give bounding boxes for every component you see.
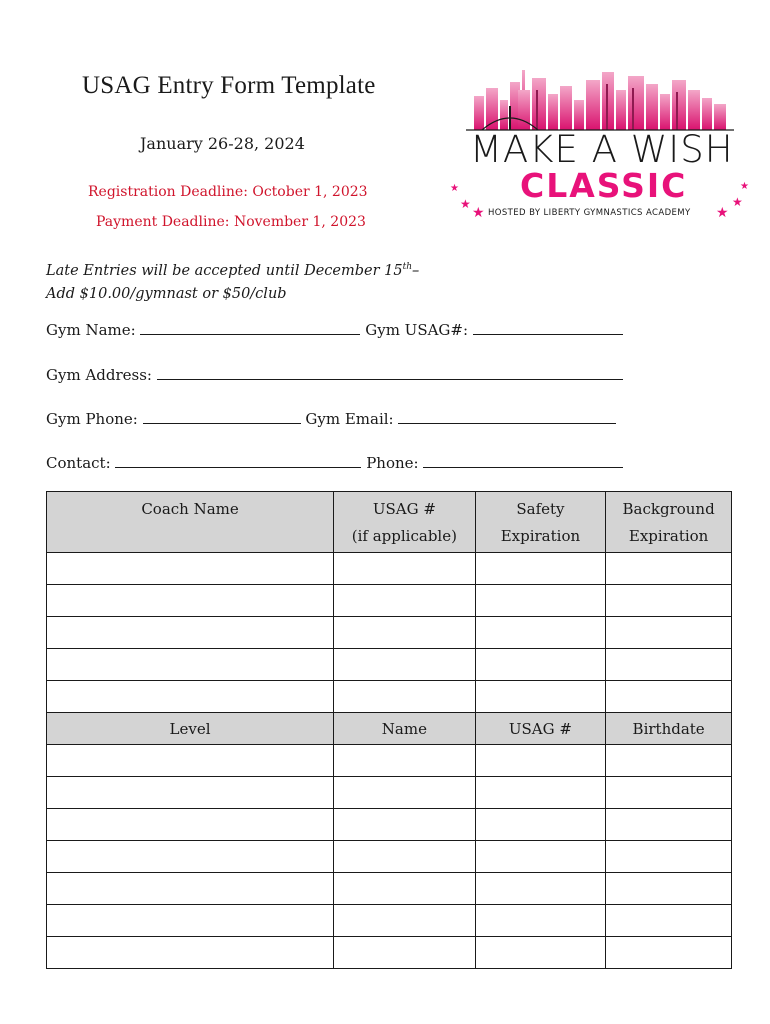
gym-name-field[interactable] <box>140 320 360 335</box>
birthdate-cell[interactable] <box>606 809 732 841</box>
coach-name-cell[interactable] <box>47 585 334 617</box>
contact-row <box>46 453 623 472</box>
late-entries-dash: – <box>412 262 420 279</box>
gymnast-name-cell[interactable] <box>334 777 476 809</box>
star-icon: ★ <box>450 183 459 194</box>
gym-email-label: Gym Email: <box>305 410 394 428</box>
gymnast-usag-cell[interactable] <box>475 937 606 969</box>
gym-phone-field[interactable] <box>143 409 301 424</box>
gym-address-row <box>46 365 623 384</box>
coach-name-cell[interactable] <box>47 553 334 585</box>
contact-field[interactable] <box>115 453 361 468</box>
level-cell[interactable] <box>47 841 334 873</box>
gymnast-usag-cell[interactable] <box>475 809 606 841</box>
coach-row <box>47 617 732 649</box>
gymnast-name-cell[interactable] <box>334 841 476 873</box>
phone-label: Phone: <box>366 454 419 472</box>
level-cell[interactable] <box>47 745 334 777</box>
safety-cell[interactable] <box>475 649 606 681</box>
birthdate-cell[interactable] <box>606 841 732 873</box>
coach-usag-cell[interactable] <box>334 585 476 617</box>
star-icon: ★ <box>460 197 471 211</box>
safety-cell[interactable] <box>475 585 606 617</box>
late-entries-line1: Late Entries will be accepted until December 15 <box>46 262 403 279</box>
gymnast-usag-cell[interactable] <box>475 873 606 905</box>
gymnast-usag-cell[interactable] <box>475 745 606 777</box>
background-cell[interactable] <box>606 585 732 617</box>
entry-table <box>46 491 732 969</box>
logo-hosted-by: HOSTED BY LIBERTY GYMNASTICS ACADEMY <box>488 208 691 218</box>
registration-deadline: Registration Deadline: October 1, 2023 <box>88 184 368 200</box>
background-header-sub: Expiration <box>628 527 709 545</box>
gymnast-name-cell[interactable] <box>334 937 476 969</box>
gymnast-usag-cell[interactable] <box>475 777 606 809</box>
gym-phone-label: Gym Phone: <box>46 410 138 428</box>
safety-cell[interactable] <box>475 681 606 713</box>
star-icon: ★ <box>472 205 485 221</box>
gymnast-row <box>47 777 732 809</box>
coach-name-cell[interactable] <box>47 681 334 713</box>
birthdate-cell[interactable] <box>606 745 732 777</box>
star-icon: ★ <box>732 195 743 209</box>
late-entries-ordinal: th <box>402 262 413 272</box>
birthdate-cell[interactable] <box>606 777 732 809</box>
background-expiration-header <box>606 492 732 553</box>
level-cell[interactable] <box>47 777 334 809</box>
late-entries-line2: Add $10.00/gymnast or $50/club <box>46 285 287 302</box>
safety-cell[interactable] <box>475 617 606 649</box>
level-cell[interactable] <box>47 873 334 905</box>
coach-usag-cell[interactable] <box>334 553 476 585</box>
background-cell[interactable] <box>606 617 732 649</box>
contact-label: Contact: <box>46 454 111 472</box>
safety-expiration-header <box>475 492 606 553</box>
gym-name-row <box>46 320 623 339</box>
background-cell[interactable] <box>606 681 732 713</box>
coach-name-cell[interactable] <box>47 649 334 681</box>
gymnast-row <box>47 905 732 937</box>
gym-usag-field[interactable] <box>473 320 623 335</box>
coach-usag-cell[interactable] <box>334 617 476 649</box>
safety-header-sub: Expiration <box>500 527 581 545</box>
gym-usag-label: Gym USAG#: <box>365 321 469 339</box>
gymnast-name-cell[interactable] <box>334 873 476 905</box>
gym-address-label: Gym Address: <box>46 366 152 384</box>
coach-row <box>47 553 732 585</box>
gymnast-header-row <box>47 713 732 745</box>
level-cell[interactable] <box>47 809 334 841</box>
level-cell[interactable] <box>47 937 334 969</box>
gymnast-usag-header: USAG # <box>475 713 606 745</box>
birthdate-cell[interactable] <box>606 937 732 969</box>
gym-email-field[interactable] <box>398 409 616 424</box>
birthdate-header: Birthdate <box>606 713 732 745</box>
safety-cell[interactable] <box>475 553 606 585</box>
background-cell[interactable] <box>606 553 732 585</box>
coach-row <box>47 649 732 681</box>
late-entries-note <box>46 256 419 306</box>
background-cell[interactable] <box>606 649 732 681</box>
gymnast-row <box>47 873 732 905</box>
safety-header-text: Safety <box>516 500 565 518</box>
coach-row <box>47 585 732 617</box>
gymnast-name-cell[interactable] <box>334 905 476 937</box>
event-dates: January 26-28, 2024 <box>140 134 305 153</box>
make-a-wish-classic-logo <box>452 60 752 232</box>
star-icon: ★ <box>716 205 729 221</box>
form-title: USAG Entry Form Template <box>82 72 376 99</box>
gymnast-name-header: Name <box>334 713 476 745</box>
gymnast-usag-cell[interactable] <box>475 841 606 873</box>
birthdate-cell[interactable] <box>606 905 732 937</box>
level-header: Level <box>47 713 334 745</box>
logo-wordmark: MAKE A WISH <box>470 128 734 171</box>
gym-address-field[interactable] <box>157 365 623 380</box>
coach-name-header-text: Coach Name <box>141 500 239 518</box>
coach-usag-header-sub: (if applicable) <box>351 527 457 545</box>
coach-usag-cell[interactable] <box>334 681 476 713</box>
gym-phone-row <box>46 409 616 428</box>
birthdate-cell[interactable] <box>606 873 732 905</box>
payment-deadline: Payment Deadline: November 1, 2023 <box>96 214 366 230</box>
gymnast-name-cell[interactable] <box>334 809 476 841</box>
star-icon: ★ <box>740 181 749 192</box>
level-cell[interactable] <box>47 905 334 937</box>
gymnast-row <box>47 841 732 873</box>
city-skyline-graphic <box>452 60 752 134</box>
coach-name-header <box>47 492 334 553</box>
logo-classic-text: CLASSIC <box>520 166 688 205</box>
coach-name-cell[interactable] <box>47 617 334 649</box>
gymnast-usag-cell[interactable] <box>475 905 606 937</box>
gymnast-row <box>47 809 732 841</box>
coach-usag-header <box>334 492 476 553</box>
coach-row <box>47 681 732 713</box>
gymnast-row <box>47 745 732 777</box>
phone-field[interactable] <box>423 453 623 468</box>
gymnast-name-cell[interactable] <box>334 745 476 777</box>
background-header-text: Background <box>622 500 715 518</box>
coach-header-row <box>47 492 732 553</box>
coach-usag-header-text: USAG # <box>372 500 436 518</box>
coach-usag-cell[interactable] <box>334 649 476 681</box>
gymnast-row <box>47 937 732 969</box>
gym-name-label: Gym Name: <box>46 321 136 339</box>
